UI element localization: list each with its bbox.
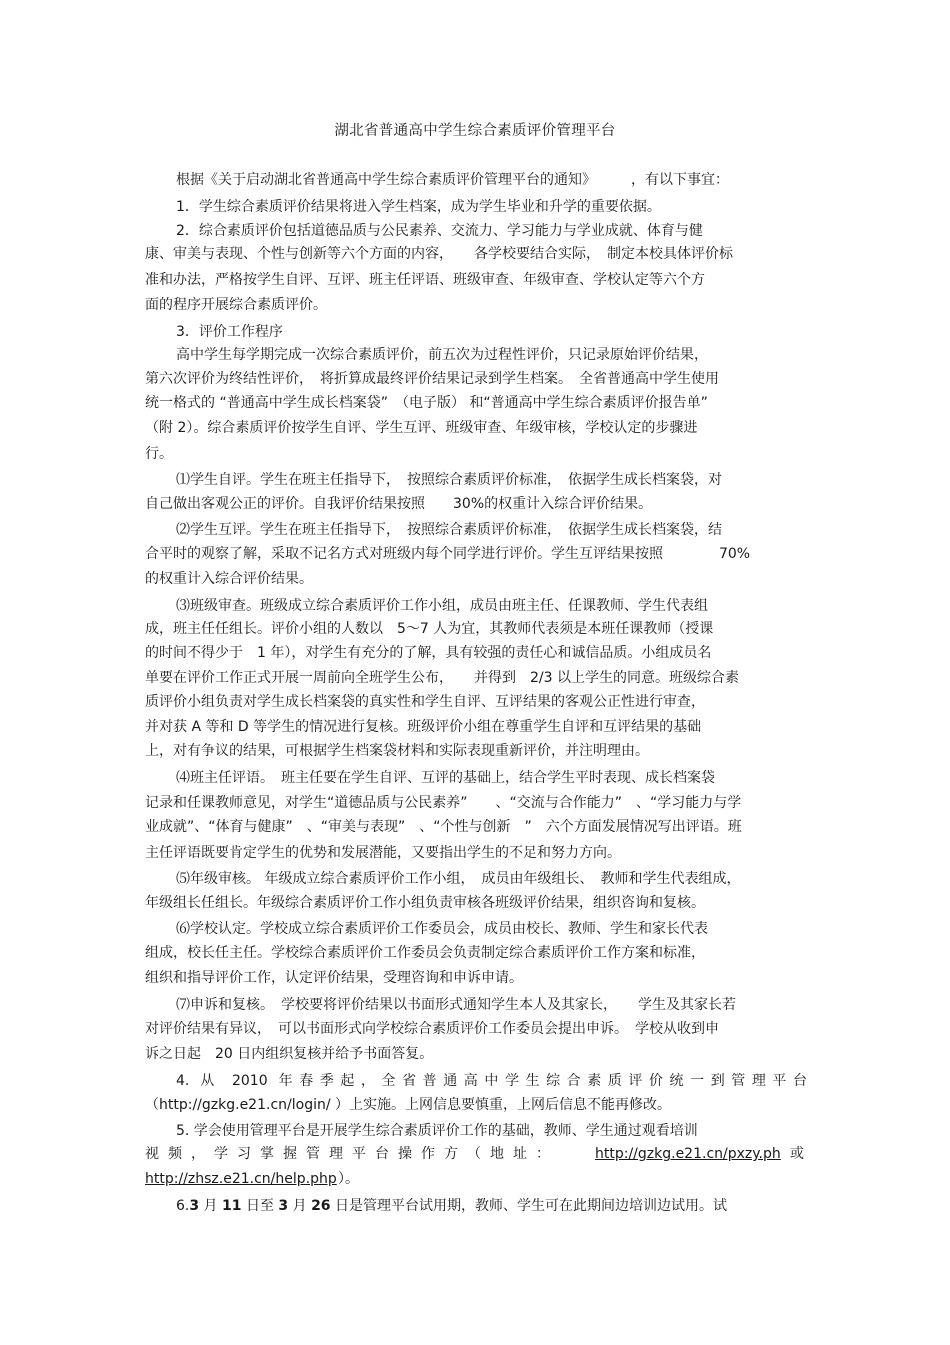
school-confirm-line: ⑹学校认定。学校成立综合素质评价工作委员会，成员由校长、教师、学生和家长代表 — [176, 921, 708, 937]
teacher-comment-line: 记录和任课教师意见，对学生“道德品质与公民素养” 、“交流与合作能力” 、“学习能力与学 — [145, 795, 742, 811]
document-title: 湖北省普通高中学生综合素质评价管理平台 — [334, 123, 616, 139]
item-5-line: 5. 学会使用管理平台是开展学生综合素质评价工作的基础，教师、学生通过观看培训 — [176, 1123, 698, 1139]
self-eval-line: 自己做出客观公正的评价。自我评价结果按照 30%的权重计入综合评价结果。 — [145, 496, 653, 512]
item-1-line: 1．学生综合素质评价结果将进入学生档案，成为学生毕业和升学的重要依据。 — [176, 199, 661, 215]
intro-line: 根据《关于启动湖北省普通高中学生综合素质评价管理平台的通知》 ，有以下事宜： — [176, 172, 729, 188]
grade-review-line: ⑸年级审核。 年级成立综合素质评价工作小组， 成员由年级组长、 教师和学生代表组成， — [176, 871, 741, 887]
peer-eval-line: 的权重计入综合评价结果。 — [145, 571, 313, 587]
teacher-comment-line: 主任评语既要肯定学生的优势和发展潜能，又要指出学生的不足和努力方向。 — [145, 845, 621, 861]
class-review-line: 质评价小组负责对学生成长档案袋的真实性和学生自评、互评结果的客观公正性进行审查， — [145, 694, 705, 710]
item-2-line: 准和办法，严格按学生自评、互评、班主任评语、班级审查、年级审查、学校认定等六个方 — [145, 272, 705, 288]
item-5-close: ）。 — [338, 1171, 359, 1187]
appeal-line: 对评价结果有异议， 可以书面形式向学校综合素质评价工作委员会提出申诉。 学校从收到申 — [145, 1021, 719, 1037]
item-4-line: （http://gzkg.e21.cn/login/ ）上实施。上网信息要慎重，上网后信息不能再修改。 — [145, 1097, 672, 1113]
trial-start-month: 3 — [189, 1198, 200, 1214]
month-text: 月 — [288, 1198, 312, 1214]
item-5-or: 或 — [790, 1146, 804, 1162]
procedure-line: 统一格式的 “普通高中学生成长档案袋” （电子版） 和“普通高中学生综合素质评价报告单” — [145, 395, 708, 411]
item-5-line: 视频，学习掌握管理平台操作方（地址： — [145, 1146, 559, 1162]
month-text: 月 — [199, 1198, 223, 1214]
item-6-line — [176, 1196, 807, 1216]
item-6-number: 6. — [176, 1198, 190, 1214]
help-link-pxzy[interactable]: http://gzkg.e21.cn/pxzy.ph — [595, 1146, 781, 1162]
item-2-line: 面的程序开展综合素质评价。 — [145, 297, 327, 313]
class-review-line: 的时间不得少于 1 年），对学生有充分的了解，具有较强的责任心和诚信品质。小组成员名 — [145, 645, 712, 661]
procedure-line: （附 2）。综合素质评价按学生自评、学生互评、班级审查、年级审核，学校认定的步骤进 — [145, 420, 698, 436]
procedure-line: 高中学生每学期完成一次综合素质评价，前五次为过程性评价，只记录原始评价结果， — [176, 347, 708, 363]
peer-eval-line: ⑵学生互评。学生在班主任指导下， 按照综合素质评价标准， 依据学生成长档案袋，结 — [176, 522, 722, 538]
item-6-text: 日是管理平台试用期，教师、学生可在此期间边培训边试用。试 — [330, 1198, 727, 1214]
trial-end-month: 3 — [278, 1198, 289, 1214]
procedure-line: 行。 — [145, 446, 173, 462]
class-review-line: 上，对有争议的结果，可根据学生档案袋材料和实际表现重新评价，并注明理由。 — [145, 743, 649, 759]
appeal-line: ⑺申诉和复核。 学校要将评价结果以书面形式通知学生本人及其家长， 学生及其家长若 — [176, 997, 736, 1013]
appeal-line: 诉之日起 20 日内组织复核并给予书面答复。 — [145, 1046, 434, 1062]
teacher-comment-line: 业成就”、“体育与健康” 、“审美与表现” 、“个性与创新 ” 六个方面发展情况写出评语。班 — [145, 819, 742, 835]
item-3-heading: 3．评价工作程序 — [176, 324, 283, 340]
class-review-line: ⑶班级审查。班级成立综合素质评价工作小组，成员由班主任、任课教师、学生代表组 — [176, 598, 708, 614]
school-confirm-line: 组成，校长任主任。学校综合素质评价工作委员会负责制定综合素质评价工作方案和标准， — [145, 945, 705, 961]
item-2-line: 2．综合素质评价包括道德品质与公民素养、交流力、学习能力与学业成就、体育与健 — [176, 223, 703, 239]
procedure-line: 第六次评价为终结性评价， 将折算成最终评价结果记录到学生档案。 全省普通高中学生使用 — [145, 371, 719, 387]
class-review-line: 单要在评价工作正式开展一周前向全班学生公布， 并得到 2/3 以上学生的同意。班级综合素 — [145, 670, 739, 686]
class-review-line: 并对获 A 等和 D 等学生的情况进行复核。班级评价小组在尊重学生自评和互评结果的基础 — [145, 719, 702, 735]
item-4-line: 4. 从 2010 年春季起，全省普通高中学生综合素质评价统一到管理平台 — [176, 1073, 807, 1089]
self-eval-line: ⑴学生自评。学生在班主任指导下， 按照综合素质评价标准， 依据学生成长档案袋，对 — [176, 472, 722, 488]
trial-end-day: 26 — [311, 1198, 331, 1214]
trial-start-day: 11 — [222, 1198, 242, 1214]
class-review-line: 成，班主任任组长。评价小组的人数以 5～7 人为宜，其教师代表须是本班任课教师（授课 — [145, 621, 714, 637]
school-confirm-line: 组织和指导评价工作，认定评价结果，受理咨询和申诉申请。 — [145, 970, 523, 986]
item-2-line: 康、审美与表现、个性与创新等六个方面的内容， 各学校要结合实际， 制定本校具体评价标 — [145, 246, 733, 262]
peer-eval-line: 合平时的观察了解，采取不记名方式对班级内每个同学进行评价。学生互评结果按照 70% — [145, 546, 751, 562]
day-to-text: 日至 — [241, 1198, 279, 1214]
help-link-zhsz[interactable]: http://zhsz.e21.cn/help.php — [145, 1171, 337, 1187]
teacher-comment-line: ⑷班主任评语。 班主任要在学生自评、互评的基础上，结合学生平时表现、成长档案袋 — [176, 770, 715, 786]
grade-review-line: 年级组长任组长。年级综合素质评价工作小组负责审核各班级评价结果，组织咨询和复核。 — [145, 895, 705, 911]
